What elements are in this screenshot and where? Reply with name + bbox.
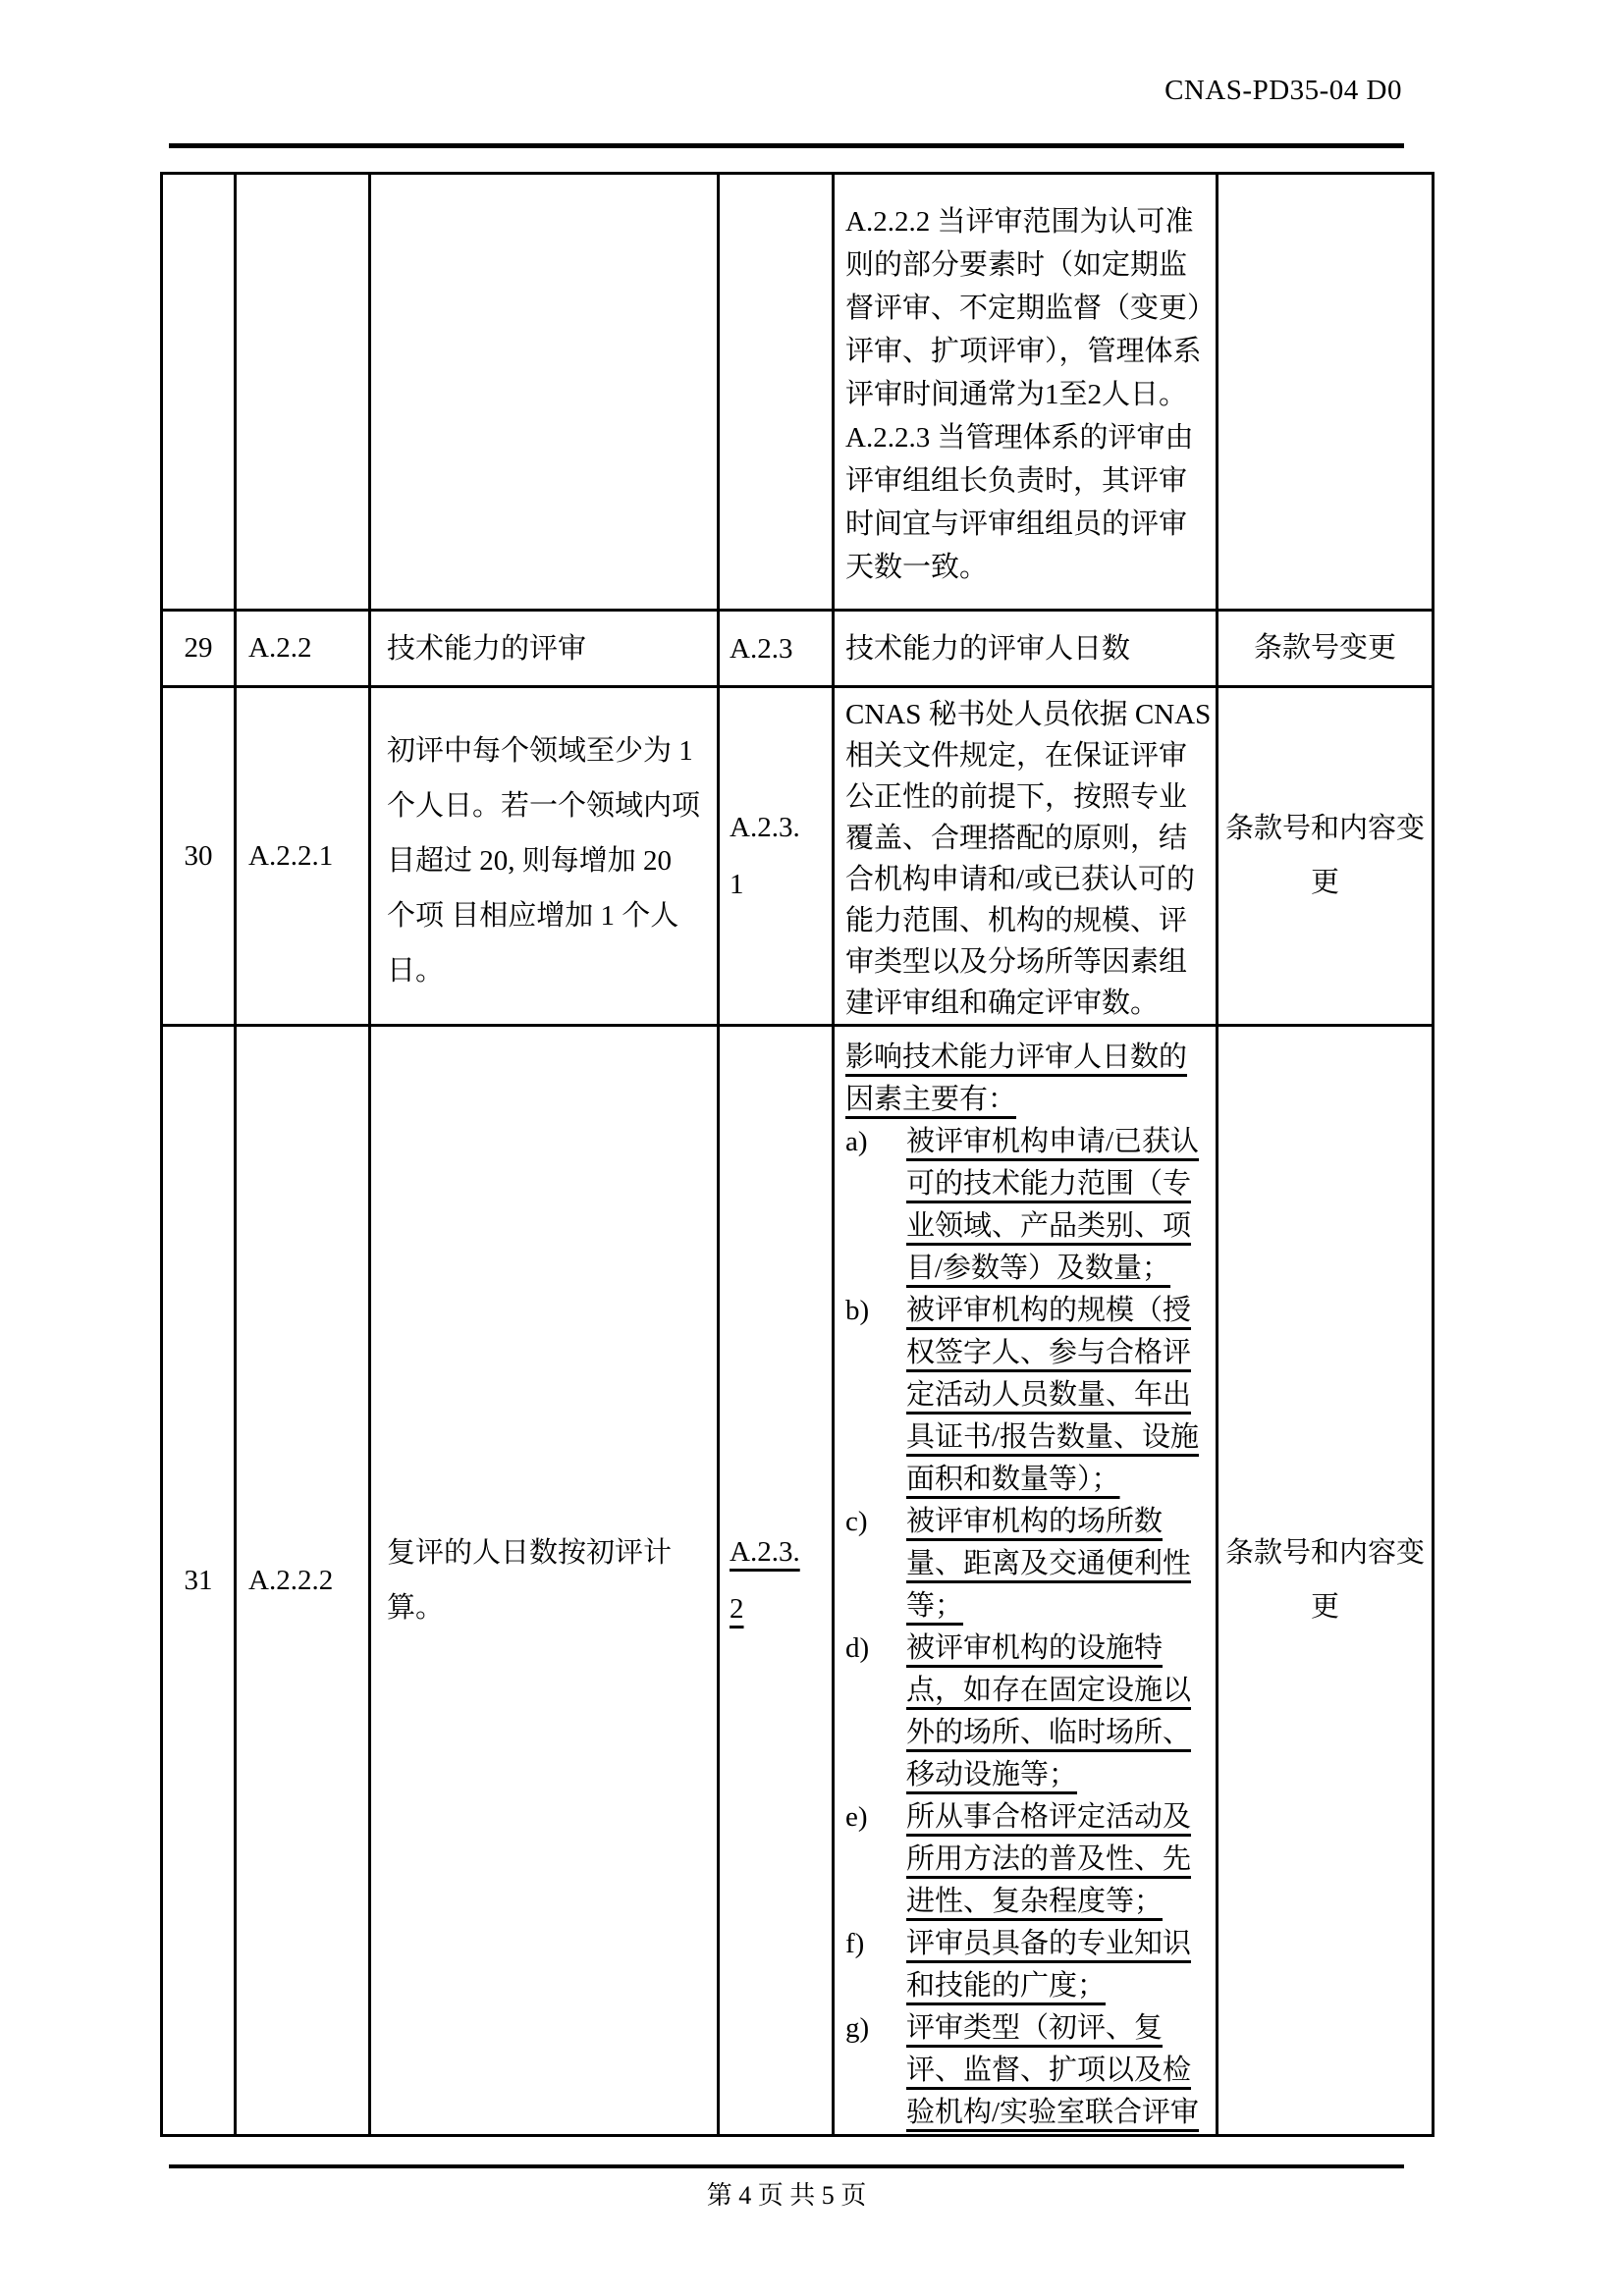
cell-old-clause: A.2.2	[236, 611, 370, 687]
cell-old-content: 技术能力的评审	[370, 611, 719, 687]
cell-row-number	[162, 174, 236, 611]
new-content-paragraph: A.2.2.3 当管理体系的评审由评审组组长负责时，其评审时间宜与评审组组员的评审天数一致。	[845, 422, 1194, 583]
list-item-label: g)	[845, 2012, 870, 2044]
table-row	[162, 1026, 1434, 2136]
list-item	[845, 2007, 1212, 2134]
cell-old-clause: A.2.2.1	[236, 687, 370, 1026]
list-item-text: 被评审机构的设施特点，如存在固定设施以外的场所、临时场所、移动设施等；	[906, 1632, 1192, 1790]
footer-rule	[169, 2164, 1404, 2168]
new-clause-line: A.2.3.	[730, 1536, 800, 1568]
cell-new-clause	[719, 174, 834, 611]
list-item-label: d)	[845, 1632, 870, 1664]
cell-new-content: CNAS 秘书处人员依据 CNAS 相关文件规定，在保证评审公正性的前提下，按照专业覆盖、合理搭配的原则，结合机构申请和/或已获认可的能力范围、机构的规模、评审类型以及分场所等因素组建评审组和确定评审数。	[834, 687, 1218, 1026]
table-row	[162, 687, 1434, 1026]
cell-new-content	[834, 174, 1218, 611]
cell-change-type: 条款号和内容变更	[1218, 687, 1434, 1026]
list-item-text: 所从事合格评定活动及所用方法的普及性、先进性、复杂程度等；	[906, 1801, 1192, 1917]
header-rule	[169, 143, 1404, 148]
new-clause-line: 2	[730, 1593, 744, 1625]
cell-new-clause: A.2.3	[719, 611, 834, 687]
cell-change-type	[1218, 174, 1434, 611]
list-item-text: 评审类型（初评、复评、监督、扩项以及检验机构/实验室联合评审	[906, 2012, 1200, 2128]
new-clause-line: 1	[730, 869, 744, 900]
list-item	[845, 1796, 1212, 1923]
cell-old-content: 初评中每个领域至少为 1 个人日。若一个领域内项目超过 20, 则每增加 20 个项 目相应增加 1 个人日。	[370, 687, 719, 1026]
cell-new-clause	[719, 1026, 834, 2136]
list-item	[845, 1290, 1212, 1501]
cell-change-type: 条款号和内容变更	[1218, 1026, 1434, 2136]
new-clause-line: A.2.3.	[730, 812, 800, 843]
list-item-label: b)	[845, 1295, 870, 1326]
list-item	[845, 1121, 1212, 1290]
cell-row-number: 31	[162, 1026, 236, 2136]
new-content-paragraph: A.2.2.2 当评审范围为认可准则的部分要素时（如定期监督评审、不定期监督（变更）评审、扩项评审），管理体系评审时间通常为1至2人日。	[845, 206, 1202, 410]
cell-old-content	[370, 174, 719, 611]
list-item-text: 评审员具备的专业知识和技能的广度；	[906, 1928, 1192, 2002]
list-item-label: e)	[845, 1801, 868, 1833]
page-number: 第 4 页 共 5 页	[706, 2181, 867, 2210]
document-code: CNAS-PD35-04 D0	[1164, 75, 1402, 106]
list-item-label: f)	[845, 1928, 865, 1959]
cell-old-content: 复评的人日数按初评计算。	[370, 1026, 719, 2136]
clause-change-table	[160, 172, 1435, 2137]
cell-row-number: 29	[162, 611, 236, 687]
list-item-text: 被评审机构申请/已获认可的技术能力范围（专业领域、产品类别、项目/参数等）及数量；	[906, 1126, 1200, 1284]
cell-change-type: 条款号变更	[1218, 611, 1434, 687]
list-item-label: c)	[845, 1506, 868, 1537]
list-item-label: a)	[845, 1126, 868, 1157]
cell-new-content	[834, 1026, 1218, 2136]
cell-old-clause	[236, 174, 370, 611]
cell-new-clause	[719, 687, 834, 1026]
cell-old-clause: A.2.2.2	[236, 1026, 370, 2136]
list-item	[845, 1628, 1212, 1796]
list-item	[845, 1501, 1212, 1628]
table-row	[162, 174, 1434, 611]
list-item-text: 被评审机构的规模（授权签字人、参与合格评定活动人员数量、年出具证书/报告数量、设施面积和数量等）；	[906, 1295, 1200, 1495]
cell-new-content: 技术能力的评审人日数	[834, 611, 1218, 687]
table-row	[162, 611, 1434, 687]
list-item	[845, 1923, 1212, 2007]
list-item-text: 被评审机构的场所数量、距离及交通便利性等；	[906, 1506, 1192, 1622]
new-content-intro: 影响技术能力评审人日数的因素主要有：	[845, 1041, 1188, 1115]
cell-row-number: 30	[162, 687, 236, 1026]
